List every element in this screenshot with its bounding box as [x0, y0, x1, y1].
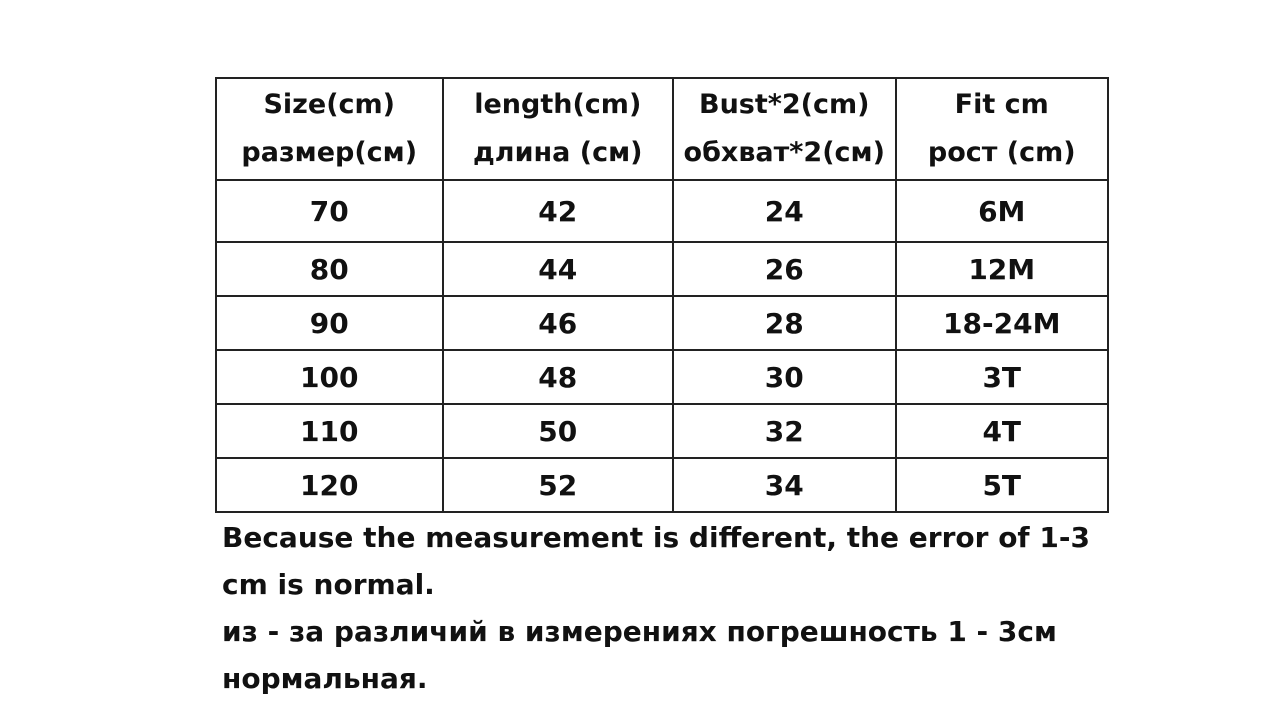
cell-bust: 28 — [673, 296, 895, 350]
header-bust-en: Bust*2(cm) — [699, 89, 870, 120]
header-size-en: Size(cm) — [263, 89, 396, 120]
cell-bust: 26 — [673, 242, 895, 296]
cell-fit: 4T — [896, 404, 1109, 458]
cell-size: 100 — [216, 350, 443, 404]
header-length — [443, 78, 674, 180]
note-english: Because the measurement is different, the error of 1-3 cm is normal. — [222, 521, 1090, 601]
measurement-note — [222, 514, 1102, 702]
cell-length: 48 — [443, 350, 674, 404]
cell-fit: 3T — [896, 350, 1109, 404]
cell-fit: 6M — [896, 180, 1109, 242]
table-row — [216, 296, 1108, 350]
cell-bust: 34 — [673, 458, 895, 512]
cell-bust: 32 — [673, 404, 895, 458]
table-row — [216, 458, 1108, 512]
cell-length: 44 — [443, 242, 674, 296]
table-row — [216, 180, 1108, 242]
table-row — [216, 242, 1108, 296]
header-fit — [896, 78, 1109, 180]
cell-size: 80 — [216, 242, 443, 296]
header-fit-ru: рост (cm) — [927, 137, 1076, 168]
table-row — [216, 404, 1108, 458]
cell-fit: 5T — [896, 458, 1109, 512]
header-length-ru: длина (см) — [472, 137, 643, 168]
header-bust — [673, 78, 895, 180]
cell-size: 110 — [216, 404, 443, 458]
cell-fit: 12M — [896, 242, 1109, 296]
cell-length: 42 — [443, 180, 674, 242]
size-chart-table — [215, 77, 1109, 513]
cell-fit: 18-24M — [896, 296, 1109, 350]
note-russian: из - за различий в измерениях погрешность 1 - 3см нормальная. — [222, 615, 1057, 695]
header-bust-ru: обхват*2(см) — [683, 137, 885, 168]
cell-bust: 24 — [673, 180, 895, 242]
table-header-row — [216, 78, 1108, 180]
cell-length: 46 — [443, 296, 674, 350]
table-row — [216, 350, 1108, 404]
cell-size: 120 — [216, 458, 443, 512]
header-size — [216, 78, 443, 180]
cell-bust: 30 — [673, 350, 895, 404]
header-length-en: length(cm) — [474, 89, 642, 120]
cell-size: 90 — [216, 296, 443, 350]
header-fit-en: Fit cm — [954, 89, 1049, 120]
cell-size: 70 — [216, 180, 443, 242]
header-size-ru: размер(см) — [241, 137, 418, 168]
cell-length: 50 — [443, 404, 674, 458]
cell-length: 52 — [443, 458, 674, 512]
